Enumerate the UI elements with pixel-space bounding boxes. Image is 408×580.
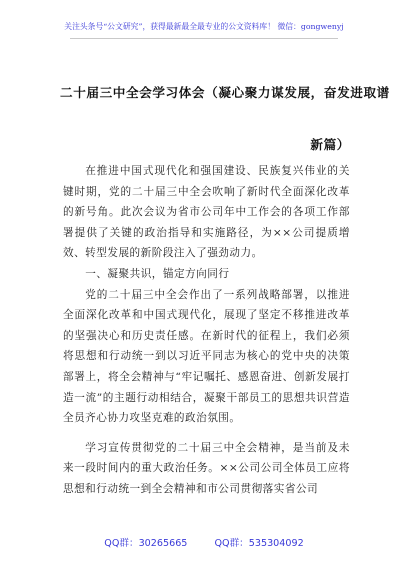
header-divider (70, 38, 338, 39)
paragraph-intro: 在推进中国式现代化和强国建设、民族复兴伟业的关键时期，党的二十届三中全会吹响了新时代全面深化改革的新号角。此次会议为省市公司年中工作会的各项工作部署提供了关键的政治指导和实施路径，为××公司提质增效、转型发展的新阶段注入了强劲动力。 (63, 165, 350, 260)
title-line-2: 新篇） (310, 137, 350, 152)
header-banner: 关注头条号“公文研究”，获得最新最全最专业的公文资料库！ 微信：gongwenyj (64, 22, 344, 31)
section-heading-1: 一、凝聚共识，锚定方向同行 (85, 267, 230, 280)
paragraph-section-1: 党的二十届三中全会作出了一系列战略部署，以推进全面深化改革和中国式现代化，展现了坚定不移推进改革的坚强决心和历史责任感。在新时代的征程上，我们必须将思想和行动统一到以习近平同志为核心的党中央的决策部署上，将全会精神与“牢记嘱托、感恩奋进、创新发展打造一流”的主题行动相结合，凝聚干部员工的思想共识营造全员齐心协力攻坚克难的政治氛围。 (63, 288, 350, 425)
footer-qq-group-2: QQ群：535304092 (214, 538, 304, 549)
document-body (63, 161, 350, 500)
title-line-1: 二十届三中全会学习体会（凝心聚力谋发展，奋发进取谱 (60, 85, 390, 100)
footer-contact (0, 535, 408, 549)
paragraph-study: 学习宣传贯彻党的二十届三中全会精神，是当前及未来一段时间内的重大政治任务。××公司公司全体员工应将思想和行动统一到全会精神和市公司贯彻落实省公司 (63, 441, 350, 495)
footer-qq-group-1: QQ群：30265665 (104, 538, 188, 549)
document-title (60, 67, 390, 171)
